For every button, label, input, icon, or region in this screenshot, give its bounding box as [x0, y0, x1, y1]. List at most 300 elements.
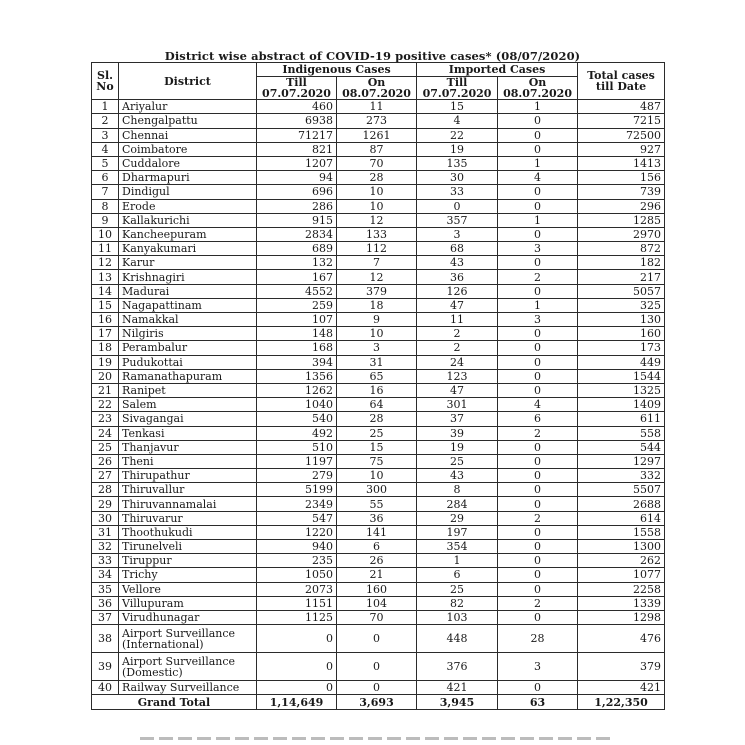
total-cases: 544 — [578, 440, 665, 454]
sl-no: 9 — [92, 213, 119, 227]
imported-till: 24 — [417, 355, 498, 369]
district-name: Nilgiris — [119, 327, 257, 341]
table-row — [92, 625, 665, 653]
table-row — [92, 270, 665, 284]
district-name: Dharmapuri — [119, 171, 257, 185]
sl-no: 26 — [92, 454, 119, 468]
total-cases: 379 — [578, 653, 665, 681]
imported-till: 47 — [417, 298, 498, 312]
table-row — [92, 582, 665, 596]
table-row — [92, 681, 665, 695]
imported-on: 6 — [498, 412, 578, 426]
indigenous-till: 2073 — [257, 582, 337, 596]
imported-till: 376 — [417, 653, 498, 681]
indigenous-till: 132 — [257, 256, 337, 270]
imported-till: 29 — [417, 511, 498, 525]
district-name: Airport Surveillance (International) — [119, 625, 257, 653]
table-row — [92, 185, 665, 199]
total-cases: 1339 — [578, 596, 665, 610]
indigenous-till: 460 — [257, 100, 337, 114]
imported-on: 0 — [498, 355, 578, 369]
imported-till: 448 — [417, 625, 498, 653]
imported-till: 4 — [417, 114, 498, 128]
sl-no: 31 — [92, 525, 119, 539]
grand-total-total: 1,22,350 — [578, 695, 665, 710]
sl-no: 5 — [92, 156, 119, 170]
imported-on: 0 — [498, 341, 578, 355]
footnote-blur — [140, 737, 610, 740]
sl-no: 37 — [92, 610, 119, 624]
district-name: Airport Surveillance (Domestic) — [119, 653, 257, 681]
total-cases: 5507 — [578, 483, 665, 497]
sl-no: 30 — [92, 511, 119, 525]
indigenous-till: 2834 — [257, 227, 337, 241]
imported-on: 0 — [498, 681, 578, 695]
imported-till: 25 — [417, 454, 498, 468]
indigenous-on: 141 — [337, 525, 417, 539]
imported-on: 0 — [498, 284, 578, 298]
sl-no: 16 — [92, 313, 119, 327]
imported-till: 25 — [417, 582, 498, 596]
sl-no: 15 — [92, 298, 119, 312]
table-row — [92, 412, 665, 426]
sl-no: 1 — [92, 100, 119, 114]
indigenous-on: 0 — [337, 681, 417, 695]
district-name: Thiruvallur — [119, 483, 257, 497]
table-row — [92, 596, 665, 610]
district-name: Virudhunagar — [119, 610, 257, 624]
total-cases: 449 — [578, 355, 665, 369]
total-cases: 476 — [578, 625, 665, 653]
indigenous-till: 547 — [257, 511, 337, 525]
indigenous-till: 1151 — [257, 596, 337, 610]
imported-till: 11 — [417, 313, 498, 327]
table-row — [92, 227, 665, 241]
indigenous-on: 87 — [337, 142, 417, 156]
sl-no: 8 — [92, 199, 119, 213]
imported-on: 0 — [498, 568, 578, 582]
sl-no: 13 — [92, 270, 119, 284]
indigenous-till: 540 — [257, 412, 337, 426]
imported-till: 2 — [417, 341, 498, 355]
total-cases: 1285 — [578, 213, 665, 227]
imported-till: 82 — [417, 596, 498, 610]
imported-till: 36 — [417, 270, 498, 284]
table-row — [92, 142, 665, 156]
indigenous-till: 510 — [257, 440, 337, 454]
imported-on: 0 — [498, 383, 578, 397]
imported-till: 1 — [417, 554, 498, 568]
imported-on: 0 — [498, 483, 578, 497]
sl-no: 21 — [92, 383, 119, 397]
imported-till: 284 — [417, 497, 498, 511]
imported-till: 354 — [417, 540, 498, 554]
indigenous-on: 36 — [337, 511, 417, 525]
imported-till: 126 — [417, 284, 498, 298]
col-header-imported-on: On 08.07.2020 — [498, 77, 578, 100]
indigenous-till: 6938 — [257, 114, 337, 128]
table-row — [92, 653, 665, 681]
indigenous-till: 940 — [257, 540, 337, 554]
indigenous-till: 394 — [257, 355, 337, 369]
indigenous-on: 6 — [337, 540, 417, 554]
total-cases: 325 — [578, 298, 665, 312]
imported-on: 0 — [498, 128, 578, 142]
indigenous-on: 10 — [337, 199, 417, 213]
indigenous-on: 10 — [337, 185, 417, 199]
imported-till: 357 — [417, 213, 498, 227]
table-row — [92, 341, 665, 355]
sl-no: 33 — [92, 554, 119, 568]
imported-till: 197 — [417, 525, 498, 539]
table-row — [92, 355, 665, 369]
imported-till: 37 — [417, 412, 498, 426]
table-row — [92, 383, 665, 397]
table-row — [92, 511, 665, 525]
indigenous-till: 0 — [257, 625, 337, 653]
imported-till: 19 — [417, 440, 498, 454]
table-row — [92, 440, 665, 454]
total-cases: 1413 — [578, 156, 665, 170]
indigenous-till: 167 — [257, 270, 337, 284]
district-name: Tiruppur — [119, 554, 257, 568]
total-cases: 160 — [578, 327, 665, 341]
indigenous-till: 1356 — [257, 369, 337, 383]
table-row — [92, 469, 665, 483]
indigenous-on: 55 — [337, 497, 417, 511]
district-name: Krishnagiri — [119, 270, 257, 284]
sl-no: 22 — [92, 398, 119, 412]
imported-on: 0 — [498, 256, 578, 270]
district-name: Sivagangai — [119, 412, 257, 426]
imported-on: 0 — [498, 525, 578, 539]
sl-no: 38 — [92, 625, 119, 653]
imported-on: 0 — [498, 454, 578, 468]
district-name: Ramanathapuram — [119, 369, 257, 383]
district-name: Trichy — [119, 568, 257, 582]
sl-no: 28 — [92, 483, 119, 497]
total-cases: 558 — [578, 426, 665, 440]
table-header — [92, 63, 665, 100]
sl-no: 12 — [92, 256, 119, 270]
imported-till: 0 — [417, 199, 498, 213]
sl-no: 4 — [92, 142, 119, 156]
indigenous-on: 26 — [337, 554, 417, 568]
table-row — [92, 199, 665, 213]
indigenous-on: 1261 — [337, 128, 417, 142]
imported-on: 1 — [498, 213, 578, 227]
sl-no: 40 — [92, 681, 119, 695]
total-cases: 927 — [578, 142, 665, 156]
table-row — [92, 497, 665, 511]
district-name: Karur — [119, 256, 257, 270]
sl-no: 19 — [92, 355, 119, 369]
district-name: Thiruvannamalai — [119, 497, 257, 511]
table-title: District wise abstract of COVID-19 positive cases* (08/07/2020) — [164, 49, 581, 63]
sl-no: 32 — [92, 540, 119, 554]
indigenous-on: 12 — [337, 270, 417, 284]
sl-no: 2 — [92, 114, 119, 128]
table-row — [92, 128, 665, 142]
indigenous-on: 273 — [337, 114, 417, 128]
imported-on: 1 — [498, 298, 578, 312]
district-name: Chennai — [119, 128, 257, 142]
indigenous-till: 1050 — [257, 568, 337, 582]
imported-till: 123 — [417, 369, 498, 383]
imported-till: 22 — [417, 128, 498, 142]
indigenous-on: 104 — [337, 596, 417, 610]
col-header-indigenous: Indigenous Cases — [257, 63, 417, 77]
indigenous-on: 16 — [337, 383, 417, 397]
total-cases: 611 — [578, 412, 665, 426]
district-name: Namakkal — [119, 313, 257, 327]
sl-no: 27 — [92, 469, 119, 483]
indigenous-on: 70 — [337, 610, 417, 624]
table-row — [92, 568, 665, 582]
district-name: Chengalpattu — [119, 114, 257, 128]
indigenous-till: 259 — [257, 298, 337, 312]
total-cases: 614 — [578, 511, 665, 525]
table-row — [92, 284, 665, 298]
table-row — [92, 313, 665, 327]
table-row — [92, 483, 665, 497]
district-name: Thiruvarur — [119, 511, 257, 525]
district-name: Thirupathur — [119, 469, 257, 483]
total-cases: 1325 — [578, 383, 665, 397]
imported-on: 0 — [498, 369, 578, 383]
indigenous-on: 64 — [337, 398, 417, 412]
indigenous-on: 21 — [337, 568, 417, 582]
grand-total-row — [92, 695, 665, 710]
indigenous-on: 3 — [337, 341, 417, 355]
indigenous-till: 71217 — [257, 128, 337, 142]
indigenous-till: 107 — [257, 313, 337, 327]
imported-on: 1 — [498, 156, 578, 170]
total-cases: 1300 — [578, 540, 665, 554]
district-name: Pudukottai — [119, 355, 257, 369]
indigenous-till: 168 — [257, 341, 337, 355]
sl-no: 14 — [92, 284, 119, 298]
table-row — [92, 426, 665, 440]
sl-no: 36 — [92, 596, 119, 610]
imported-till: 15 — [417, 100, 498, 114]
grand-total-imported-on: 63 — [498, 695, 578, 710]
indigenous-till: 286 — [257, 199, 337, 213]
imported-till: 43 — [417, 256, 498, 270]
imported-on: 1 — [498, 100, 578, 114]
total-cases: 1297 — [578, 454, 665, 468]
sl-no: 34 — [92, 568, 119, 582]
imported-on: 28 — [498, 625, 578, 653]
district-name: Salem — [119, 398, 257, 412]
col-header-imported-till: Till 07.07.2020 — [417, 77, 498, 100]
sl-no: 6 — [92, 171, 119, 185]
indigenous-on: 0 — [337, 625, 417, 653]
grand-total-indigenous-on: 3,693 — [337, 695, 417, 710]
col-header-indigenous-on: On 08.07.2020 — [337, 77, 417, 100]
imported-till: 301 — [417, 398, 498, 412]
sl-no: 7 — [92, 185, 119, 199]
total-cases: 2688 — [578, 497, 665, 511]
imported-on: 0 — [498, 582, 578, 596]
sl-no: 25 — [92, 440, 119, 454]
district-name: Coimbatore — [119, 142, 257, 156]
indigenous-on: 25 — [337, 426, 417, 440]
indigenous-on: 65 — [337, 369, 417, 383]
district-cases-table — [91, 62, 665, 710]
indigenous-on: 112 — [337, 242, 417, 256]
indigenous-on: 379 — [337, 284, 417, 298]
total-cases: 217 — [578, 270, 665, 284]
imported-till: 33 — [417, 185, 498, 199]
imported-on: 2 — [498, 511, 578, 525]
grand-total-indigenous-till: 1,14,649 — [257, 695, 337, 710]
sl-no: 20 — [92, 369, 119, 383]
district-name: Thoothukudi — [119, 525, 257, 539]
total-cases: 182 — [578, 256, 665, 270]
district-name: Madurai — [119, 284, 257, 298]
indigenous-on: 31 — [337, 355, 417, 369]
sl-no: 10 — [92, 227, 119, 241]
imported-on: 0 — [498, 540, 578, 554]
indigenous-till: 689 — [257, 242, 337, 256]
table-body — [92, 100, 665, 695]
table-row — [92, 369, 665, 383]
table-row — [92, 554, 665, 568]
imported-on: 0 — [498, 185, 578, 199]
indigenous-on: 10 — [337, 327, 417, 341]
total-cases: 1298 — [578, 610, 665, 624]
indigenous-till: 821 — [257, 142, 337, 156]
indigenous-on: 0 — [337, 653, 417, 681]
district-name: Dindigul — [119, 185, 257, 199]
indigenous-till: 0 — [257, 653, 337, 681]
district-name: Ariyalur — [119, 100, 257, 114]
indigenous-till: 4552 — [257, 284, 337, 298]
indigenous-on: 160 — [337, 582, 417, 596]
imported-till: 8 — [417, 483, 498, 497]
col-header-sl-no: Sl. No — [92, 63, 119, 100]
indigenous-on: 28 — [337, 412, 417, 426]
district-name: Villupuram — [119, 596, 257, 610]
imported-on: 0 — [498, 610, 578, 624]
table-row — [92, 398, 665, 412]
indigenous-on: 11 — [337, 100, 417, 114]
total-cases: 487 — [578, 100, 665, 114]
imported-on: 3 — [498, 313, 578, 327]
imported-on: 0 — [498, 440, 578, 454]
sl-no: 17 — [92, 327, 119, 341]
sl-no: 3 — [92, 128, 119, 142]
imported-till: 43 — [417, 469, 498, 483]
indigenous-till: 1040 — [257, 398, 337, 412]
total-cases: 173 — [578, 341, 665, 355]
indigenous-on: 28 — [337, 171, 417, 185]
imported-on: 0 — [498, 199, 578, 213]
total-cases: 156 — [578, 171, 665, 185]
indigenous-on: 15 — [337, 440, 417, 454]
table-row — [92, 525, 665, 539]
district-name: Theni — [119, 454, 257, 468]
indigenous-on: 7 — [337, 256, 417, 270]
total-cases: 130 — [578, 313, 665, 327]
table-row — [92, 610, 665, 624]
indigenous-till: 1262 — [257, 383, 337, 397]
indigenous-on: 300 — [337, 483, 417, 497]
total-cases: 421 — [578, 681, 665, 695]
district-name: Ranipet — [119, 383, 257, 397]
imported-on: 3 — [498, 653, 578, 681]
imported-till: 421 — [417, 681, 498, 695]
district-name: Thanjavur — [119, 440, 257, 454]
district-name: Tenkasi — [119, 426, 257, 440]
sl-no: 18 — [92, 341, 119, 355]
district-name: Kancheepuram — [119, 227, 257, 241]
imported-on: 0 — [498, 227, 578, 241]
imported-on: 4 — [498, 171, 578, 185]
imported-till: 6 — [417, 568, 498, 582]
table-row — [92, 454, 665, 468]
imported-on: 0 — [498, 469, 578, 483]
total-cases: 1077 — [578, 568, 665, 582]
imported-till: 30 — [417, 171, 498, 185]
col-header-district: District — [119, 63, 257, 100]
sl-no: 24 — [92, 426, 119, 440]
table-row — [92, 171, 665, 185]
total-cases: 262 — [578, 554, 665, 568]
indigenous-till: 2349 — [257, 497, 337, 511]
table-row — [92, 256, 665, 270]
indigenous-on: 133 — [337, 227, 417, 241]
indigenous-till: 492 — [257, 426, 337, 440]
district-name: Kanyakumari — [119, 242, 257, 256]
district-name: Kallakurichi — [119, 213, 257, 227]
total-cases: 1558 — [578, 525, 665, 539]
imported-till: 135 — [417, 156, 498, 170]
imported-till: 3 — [417, 227, 498, 241]
total-cases: 739 — [578, 185, 665, 199]
imported-till: 103 — [417, 610, 498, 624]
sl-no: 23 — [92, 412, 119, 426]
indigenous-till: 235 — [257, 554, 337, 568]
total-cases: 2970 — [578, 227, 665, 241]
table-row — [92, 327, 665, 341]
total-cases: 1409 — [578, 398, 665, 412]
district-name: Perambalur — [119, 341, 257, 355]
table-row — [92, 213, 665, 227]
imported-on: 2 — [498, 596, 578, 610]
col-header-total: Total cases till Date — [578, 63, 665, 100]
total-cases: 1544 — [578, 369, 665, 383]
indigenous-till: 0 — [257, 681, 337, 695]
indigenous-till: 5199 — [257, 483, 337, 497]
indigenous-on: 70 — [337, 156, 417, 170]
district-name: Vellore — [119, 582, 257, 596]
district-name: Cuddalore — [119, 156, 257, 170]
imported-on: 2 — [498, 426, 578, 440]
indigenous-on: 75 — [337, 454, 417, 468]
table-row — [92, 156, 665, 170]
col-header-imported: Imported Cases — [417, 63, 578, 77]
total-cases: 2258 — [578, 582, 665, 596]
total-cases: 872 — [578, 242, 665, 256]
indigenous-till: 94 — [257, 171, 337, 185]
imported-till: 2 — [417, 327, 498, 341]
total-cases: 5057 — [578, 284, 665, 298]
district-name: Nagapattinam — [119, 298, 257, 312]
sl-no: 11 — [92, 242, 119, 256]
imported-on: 0 — [498, 142, 578, 156]
